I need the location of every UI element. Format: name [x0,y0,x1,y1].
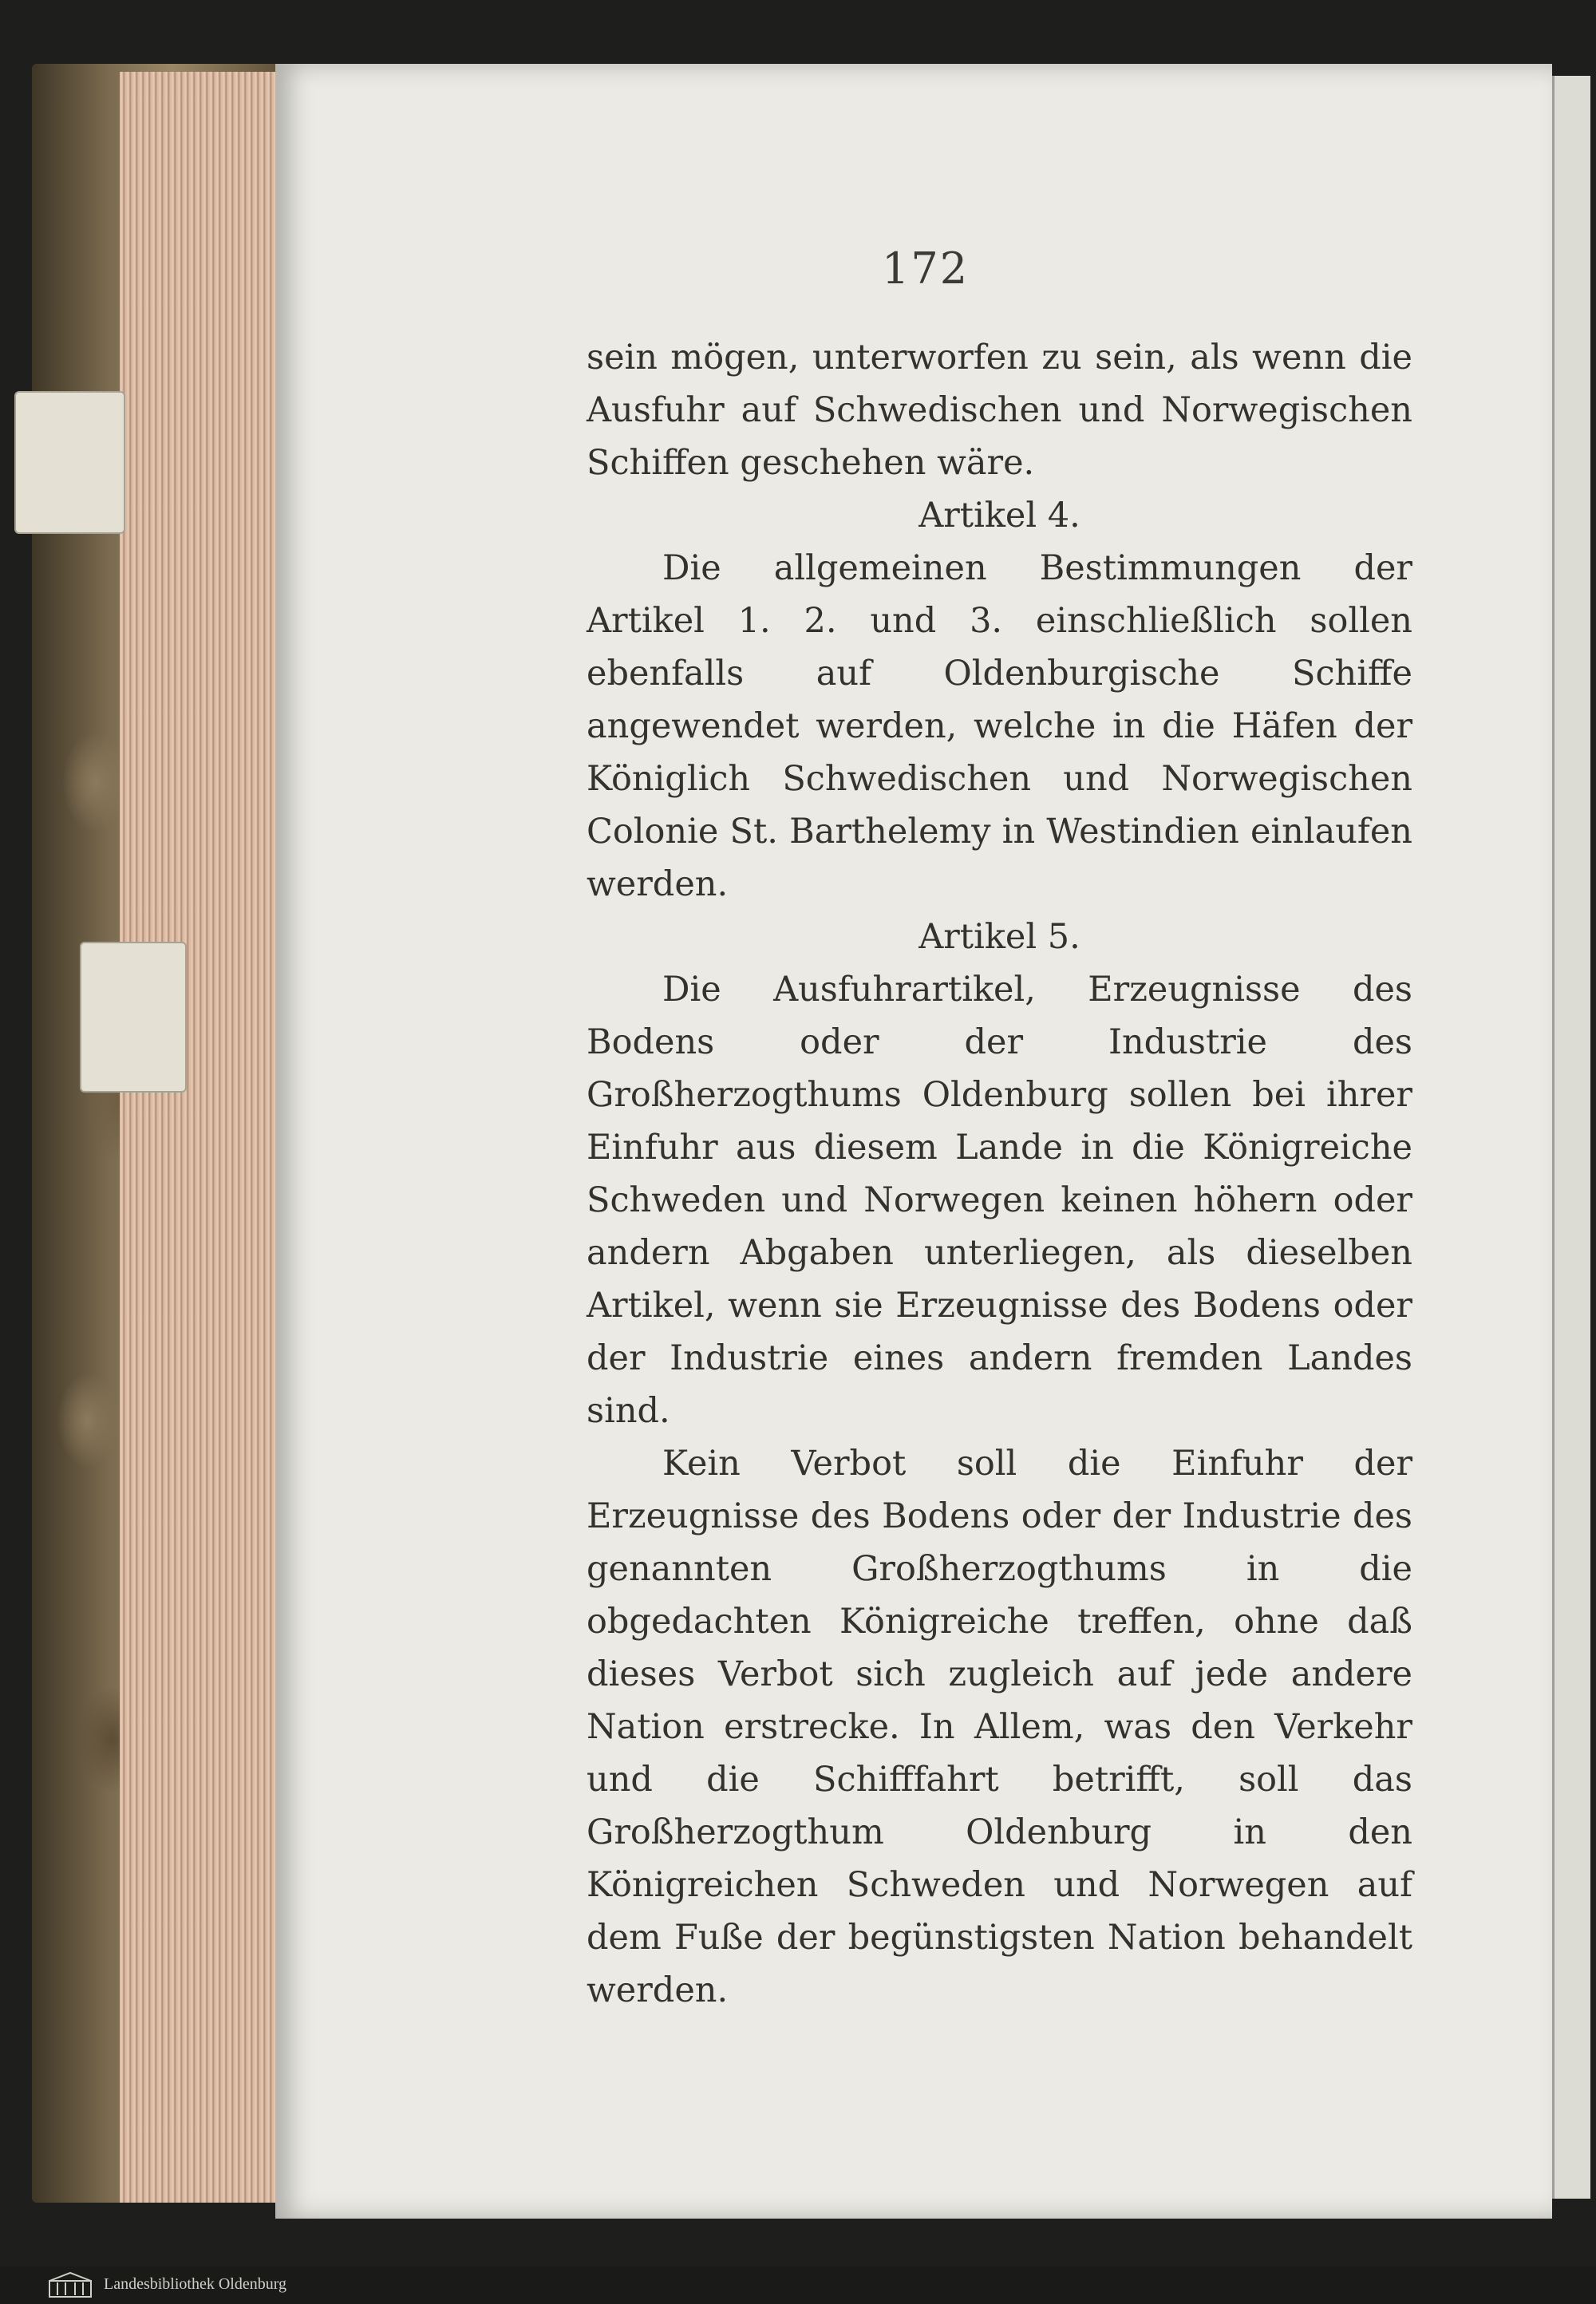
page-number: 172 [882,243,970,294]
library-credit: Landesbibliothek Oldenburg [104,2275,287,2293]
paper-tab-lower [80,942,187,1093]
page-edges [120,72,287,2203]
library-building-icon [48,2271,93,2298]
article-4-text: Die allgemeinen Bestimmungen der Artikel 1. 2. und 3. einschließlich sollen ebenfalls auf Oldenburgische Schiffe angewendet werden, welche in die Häfen der Königlich Schwedischen und Norwegischen Colonie St. Barthelemy in Westindien einlaufen werden. [587,548,1412,904]
paper-tab-upper [14,391,125,534]
article-5-paragraph-2: Kein Verbot soll die Einfuhr der Erzeugnisse des Bodens oder der Industrie des genannten Großherzogthums in die obgedachten Königreiche treffen, ohne daß dieses Verbot sich zugleich auf jede andere Nation erstrecke. In Allem, was den Verkehr und die Schifffahrt betrifft, soll das Großherzogthum Oldenburg in den Königreichen Schweden und Norwegen auf dem Fuße der begünstigsten Nation behandelt werden. [587,1444,1412,2010]
article-5-heading: Artikel 5. [918,917,1080,957]
page-text [587,331,1412,2017]
facing-page-edge [1552,76,1590,2199]
article-5-paragraph-1: Die Ausfuhrartikel, Erzeugnisse des Bodens oder der Industrie des Großherzogthums Oldenburg sollen bei ihrer Einfuhr aus diesem Lande in die Königreiche Schweden und Norwegen keinen höhern oder andern Abgaben unterliegen, als dieselben Artikel, wenn sie Erzeugnisse des Bodens oder der Industrie eines andern fremden Landes sind. [587,970,1412,1431]
continuation-paragraph: sein mögen, unterworfen zu sein, als wenn die Ausfuhr auf Schwedischen und Norwegischen Schiffen geschehen wäre. [587,338,1412,483]
article-4-heading: Artikel 4. [918,496,1080,535]
